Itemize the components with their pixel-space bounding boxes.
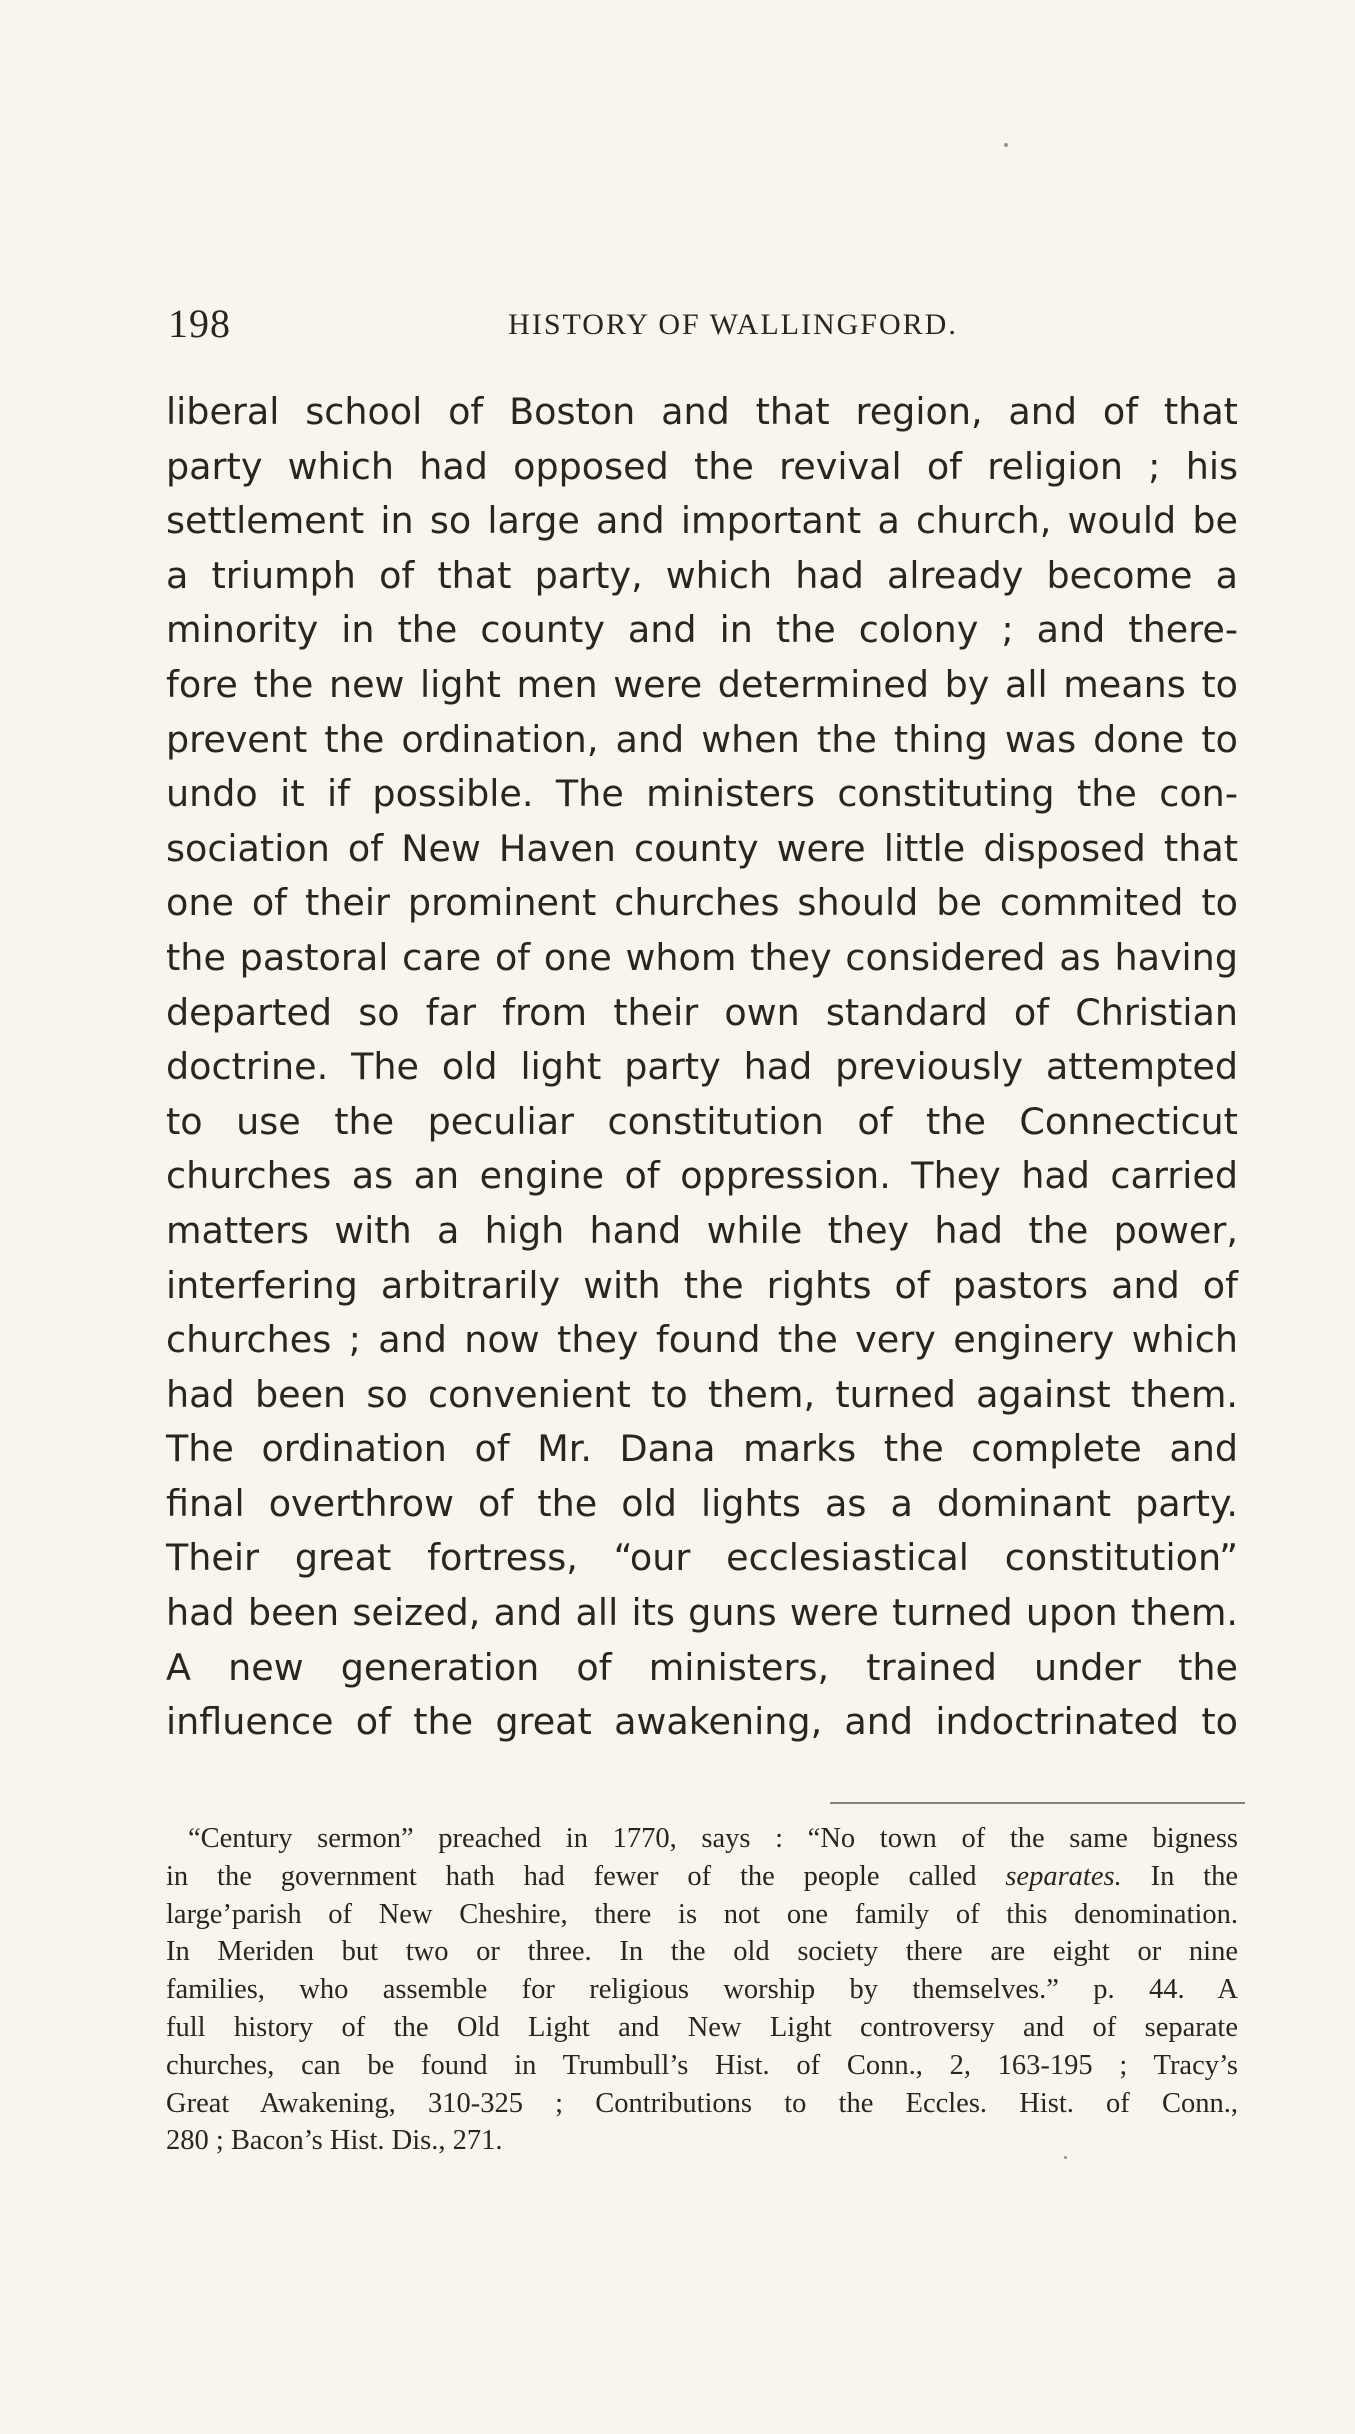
footnote-line: In Meriden but two or three. In the old society there are eight or nine (166, 1936, 1238, 1968)
footnote-line: “Century sermon” preached in 1770, says : “No town of the same bigness (188, 1823, 1238, 1854)
body-line: prevent the ordination, and when the thing was done to (166, 717, 1238, 761)
page-number: 198 (168, 301, 231, 346)
body-line: one of their prominent churches should be commited to (166, 881, 1238, 925)
body-line: the pastoral care of one whom they considered as having (166, 935, 1238, 979)
body-line: a triumph of that party, which had already become a (166, 553, 1238, 597)
body-line: The ordination of Mr. Dana marks the complete and (166, 1427, 1238, 1471)
body-line: party which had opposed the revival of religion ; his (166, 444, 1238, 488)
body-line: departed so far from their own standard of Christian (166, 990, 1238, 1034)
body-line: had been seized, and all its guns were turned upon them. (166, 1591, 1238, 1635)
footnote-line: full history of the Old Light and New Light controversy and of separate (166, 2011, 1238, 2043)
footnote-line: churches, can be found in Trumbull’s Hist. of Conn., 2, 163-195 ; Tracy’s (166, 2049, 1238, 2081)
body-line: settlement in so large and important a church, would be (166, 499, 1238, 543)
page-speck (1004, 143, 1008, 147)
body-line: churches as an engine of oppression. They had carried (166, 1154, 1238, 1198)
footnote (166, 1820, 1238, 2160)
body-line: matters with a high hand while they had the power, (166, 1208, 1238, 1252)
body-line: to use the peculiar constitution of the Connecticut (166, 1099, 1238, 1143)
body-line: final overthrow of the old lights as a dominant party. (166, 1481, 1238, 1525)
running-head: HISTORY OF WALLINGFORD. (508, 308, 958, 341)
body-line: had been so convenient to them, turned against them. (166, 1372, 1238, 1416)
body-line: churches ; and now they found the very enginery which (166, 1318, 1238, 1362)
body-line: doctrine. The old light party had previously attempted (166, 1045, 1238, 1089)
footnote-line: largeʼparish of New Cheshire, there is not one family of this denomination. (166, 1898, 1238, 1930)
footnote-text: In the (1121, 1860, 1238, 1892)
footnote-line: Great Awakening, 310-325 ; Contributions to the Eccles. Hist. of Conn., (166, 2087, 1238, 2119)
body-line: fore the new light men were determined by all means to (166, 662, 1238, 706)
body-line: interfering arbitrarily with the rights of pastors and of (166, 1263, 1238, 1307)
footnote-line: 280 ; Bacon’s Hist. Dis., 271. (166, 2125, 503, 2157)
body-line: Their great fortress, “our ecclesiastical constitution” (166, 1536, 1238, 1580)
footnote-italic-term: separates. (1005, 1860, 1122, 1892)
body-line: liberal school of Boston and that region, and of that (166, 390, 1238, 433)
footnote-line (166, 1858, 1238, 1896)
footnote-rule (830, 1802, 1245, 1804)
body-line: sociation of New Haven county were little disposed that (166, 826, 1238, 870)
body-line: influence of the great awakening, and indoctrinated to (166, 1700, 1238, 1744)
body-line: undo it if possible. The ministers constituting the con- (166, 772, 1238, 816)
footnote-text: in the government hath had fewer of the people called (166, 1860, 1006, 1892)
body-line: A new generation of ministers, trained under the (166, 1645, 1238, 1689)
body-text (166, 385, 1238, 1750)
footnote-line: families, who assemble for religious worship by themselves.” p. 44. A (166, 1974, 1238, 2006)
page-header (168, 300, 1238, 350)
body-line: minority in the county and in the colony ; and there- (166, 608, 1238, 652)
